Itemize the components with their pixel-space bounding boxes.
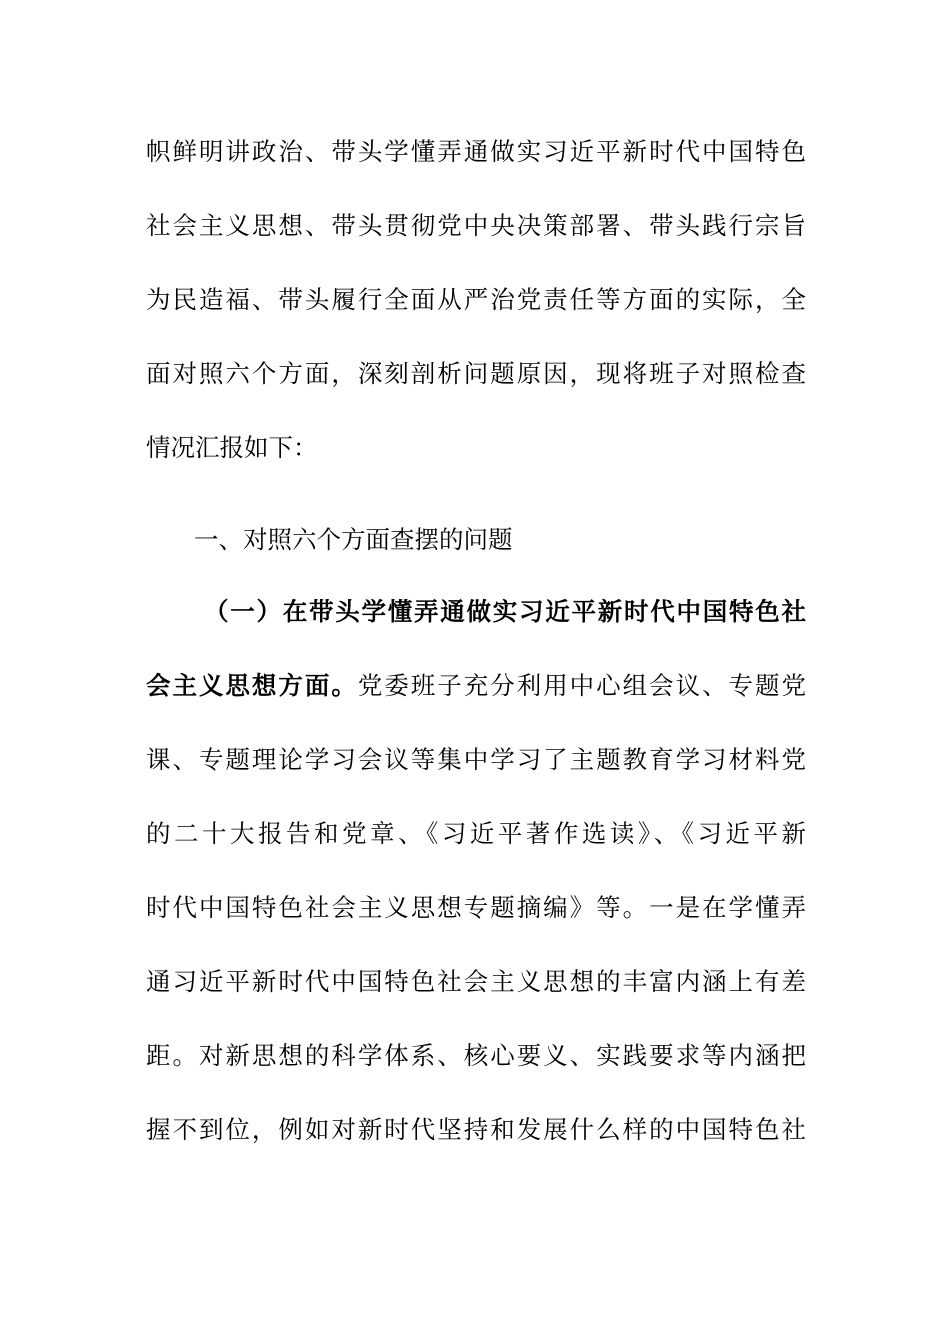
body-line-3: 时代中国特色社会主义思想专题摘编》等。一是在学懂弄 <box>146 893 806 922</box>
intro-line-1: 帜鲜明讲政治、带头学懂弄通做实习近平新时代中国特色 <box>146 137 806 166</box>
intro-line-5: 情况汇报如下： <box>146 433 318 462</box>
body-line-5: 距。对新思想的科学体系、核心要义、实践要求等内涵把 <box>146 1041 806 1070</box>
intro-line-2: 社会主义思想、带头贯彻党中央决策部署、带头践行宗旨 <box>146 211 806 240</box>
subsection-line-2-text: 党委班子充分利用中心组会议、专题党 <box>357 671 806 700</box>
body-line-2: 的二十大报告和党章、《习近平著作选读》、《习近平新 <box>146 819 806 848</box>
intro-line-4: 面对照六个方面，深刻剖析问题原因，现将班子对照检查 <box>146 359 806 388</box>
body-line-4: 通习近平新时代中国特色社会主义思想的丰富内涵上有差 <box>146 967 806 996</box>
subsection-title-line-1: （一）在带头学懂弄通做实习近平新时代中国特色社 <box>204 597 806 626</box>
subsection-title-end: 会主义思想方面。 <box>146 671 358 700</box>
intro-line-3: 为民造福、带头履行全面从严治党责任等方面的实际，全 <box>146 285 806 314</box>
body-line-6: 握不到位，例如对新时代坚持和发展什么样的中国特色社 <box>146 1115 806 1144</box>
subsection-line-2 <box>146 671 806 701</box>
body-line-1: 课、专题理论学习会议等集中学习了主题教育学习材料党 <box>146 745 806 774</box>
section-heading: 一、对照六个方面查摆的问题 <box>194 525 513 554</box>
